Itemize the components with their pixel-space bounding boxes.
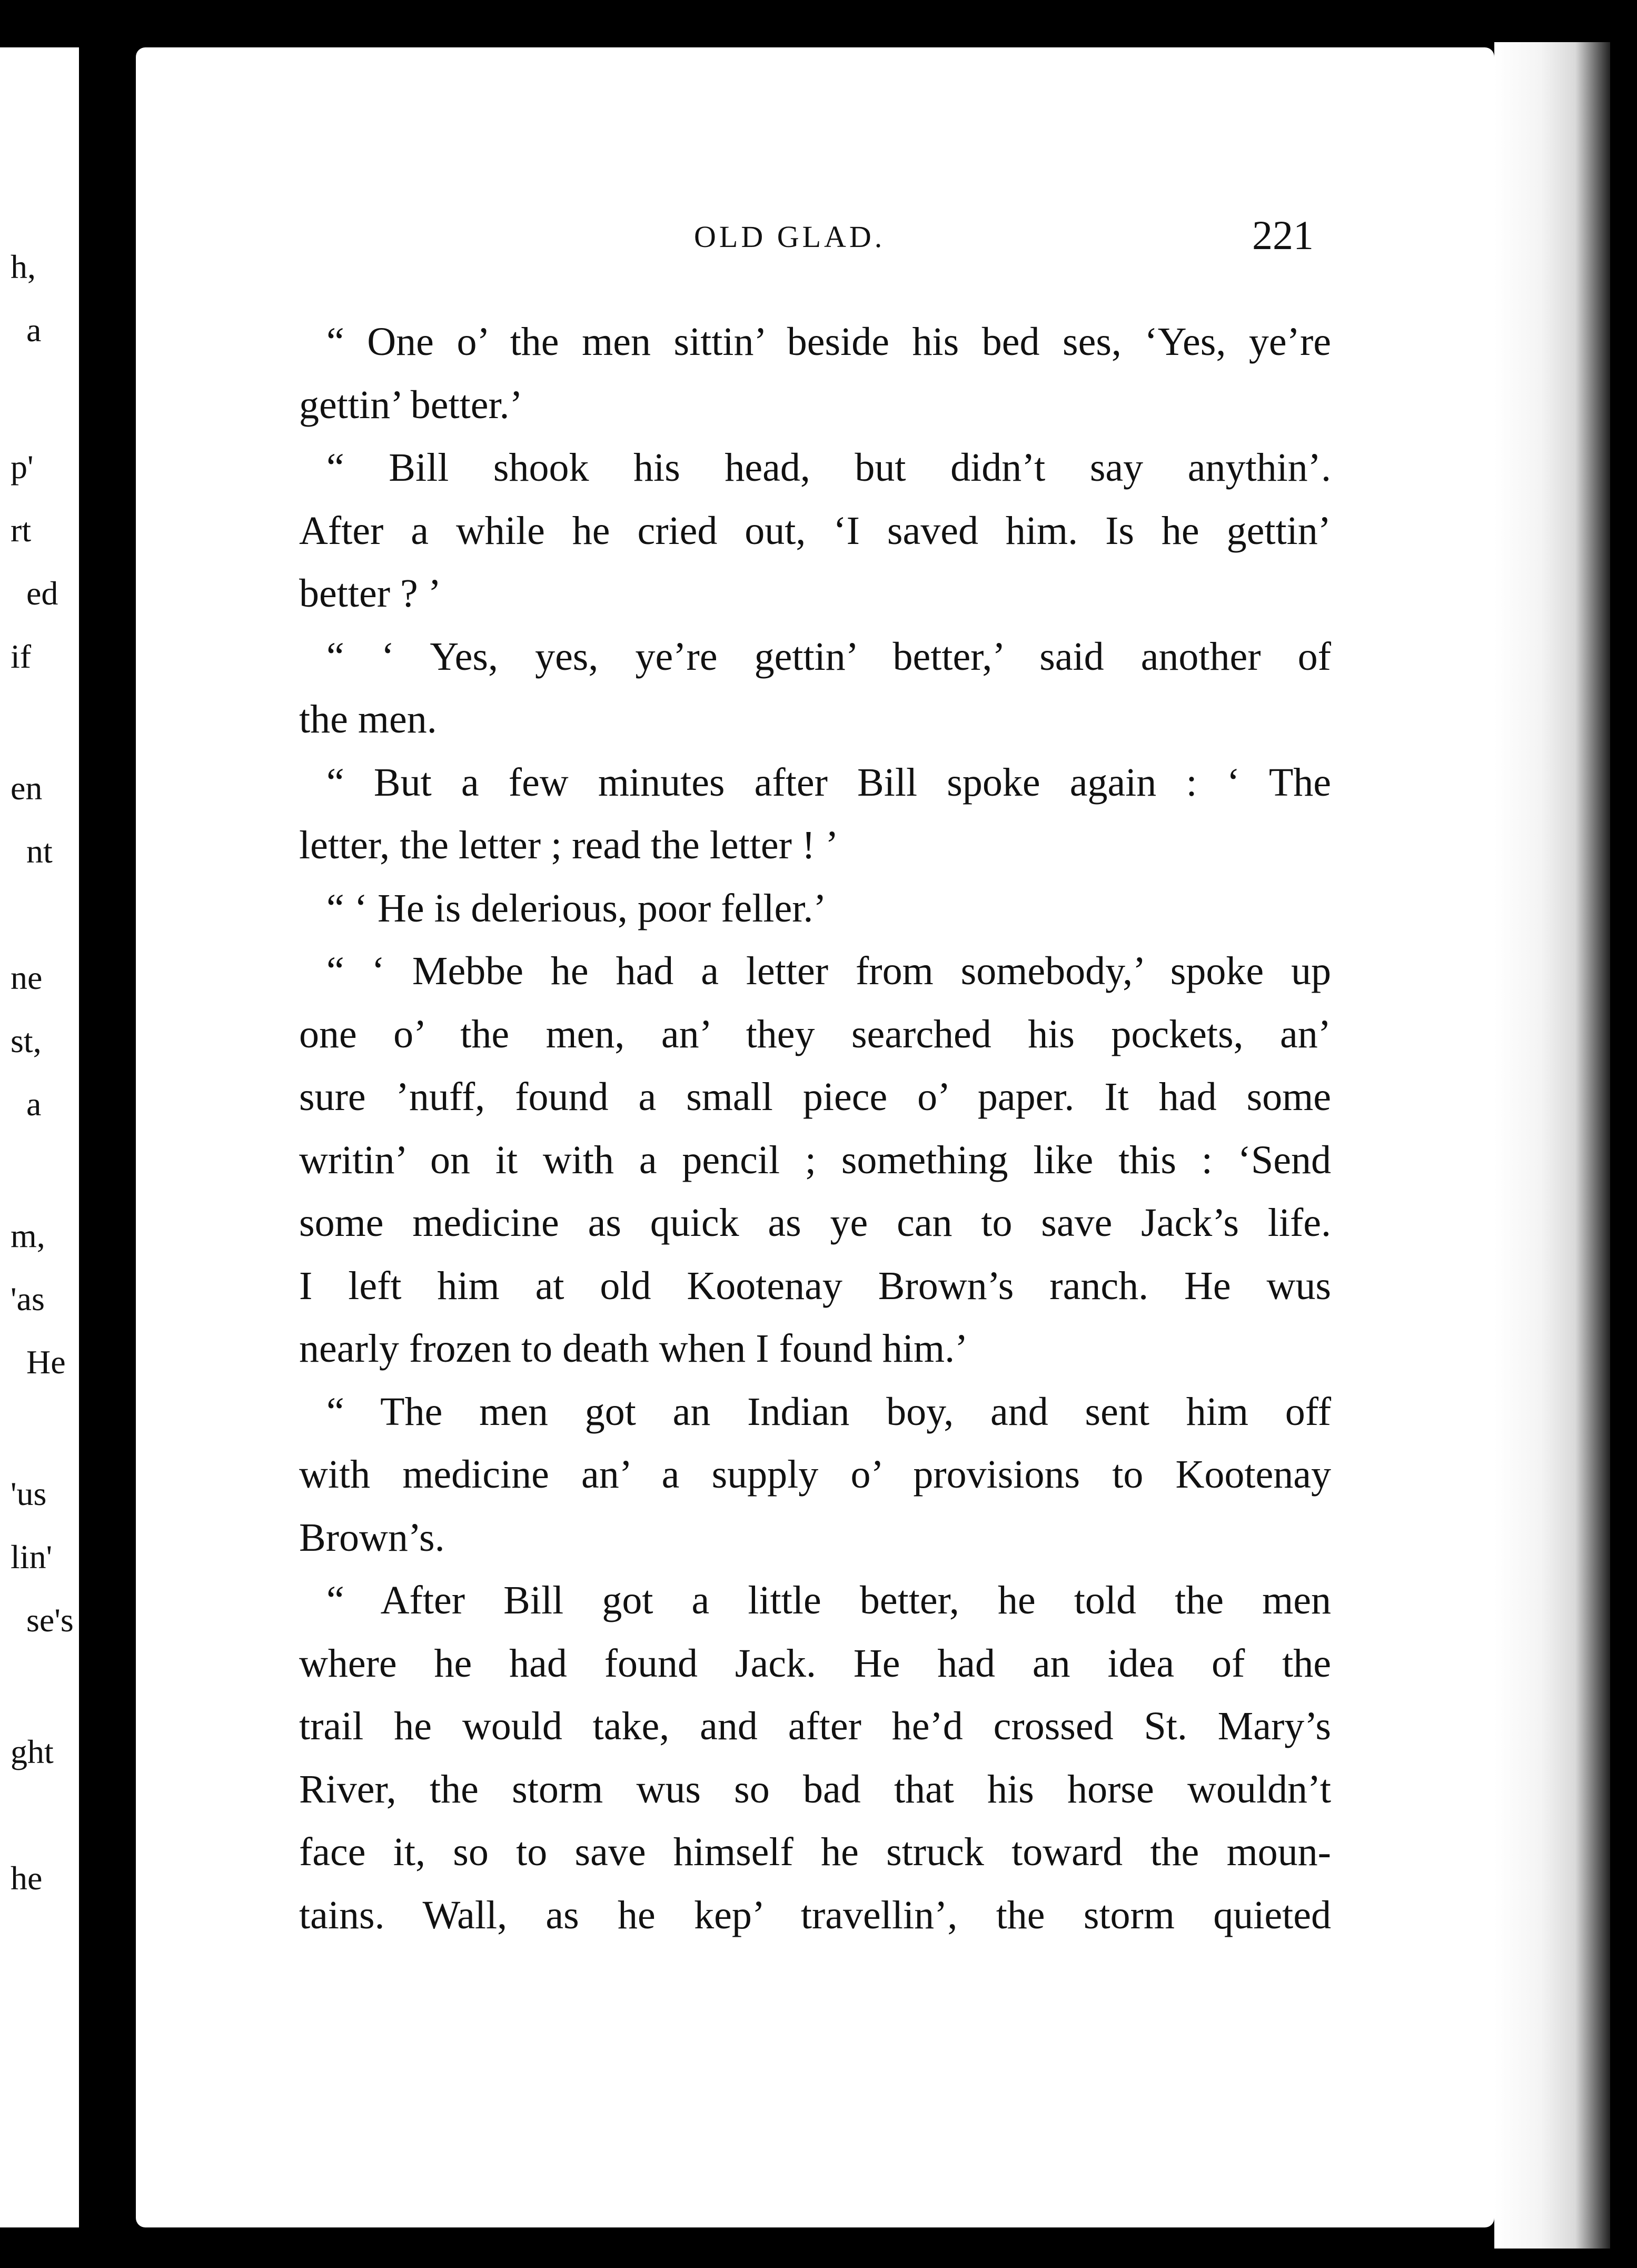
previous-page-fragment: h, [11,248,36,285]
text-line: where he had found Jack. He had an idea of the [299,1641,1331,1686]
text-line: sure ’nuff, found a small piece o’ paper. It had some [299,1075,1331,1119]
text-line: better ? ’ [299,571,442,616]
previous-page-fragment: a [26,1085,42,1123]
text-line: nearly frozen to death when I found him.’ [299,1326,968,1371]
text-line: some medicine as quick as ye can to save Jack’s life. [299,1201,1331,1245]
book-right-edge [1494,42,1610,2249]
text-line: River, the storm wus so bad that his horse wouldn’t [299,1767,1331,1811]
previous-page-fragment: ed [26,575,58,612]
previous-page-fragment: st, [11,1022,42,1059]
text-line: tains. Wall, as he kep’ travellin’, the storm quieted [299,1893,1331,1937]
text-line: “ ‘ Mebbe he had a letter from somebody,’ spoke up [326,949,1331,993]
text-line: “ ‘ Yes, yes, ye’re gettin’ better,’ said another of [326,634,1331,679]
previous-page-fragment: ne [11,959,43,996]
text-line: face it, so to save himself he struck toward the moun- [299,1830,1331,1874]
text-line: letter, the letter ; read the letter ! ’ [299,823,839,867]
text-line: I left him at old Kootenay Brown’s ranch. He wus [299,1263,1331,1308]
previous-page-fragment: 'as [11,1280,45,1318]
text-line: “ After Bill got a little better, he told the men [326,1578,1331,1622]
previous-page-fragment: nt [26,833,53,870]
previous-page-fragment: a [26,311,42,349]
text-line: “ ‘ He is delerious, poor feller.’ [326,886,827,930]
text-line: gettin’ better.’ [299,382,523,427]
text-line: “ The men got an Indian boy, and sent him off [326,1389,1331,1434]
previous-page-fragment: p' [11,448,34,486]
running-head: OLD GLAD. [694,220,886,254]
text-line: with medicine an’ a supply o’ provisions to Kootenay [299,1452,1331,1497]
text-line: the men. [299,697,437,741]
text-line: “ But a few minutes after Bill spoke again : ‘ The [326,760,1331,805]
previous-page-fragment: he [11,1859,43,1897]
previous-page-fragment: en [11,769,43,807]
text-line: After a while he cried out, ‘I saved him. Is he gettin’ [299,508,1331,553]
body-text [299,311,1331,1947]
text-line: “ Bill shook his head, but didn’t say anythin’. [326,445,1331,490]
text-line: trail he would take, and after he’d crossed St. Mary’s [299,1704,1331,1748]
text-line: “ One o’ the men sittin’ beside his bed ses, ‘Yes, ye’re [326,320,1331,364]
previous-page-fragment: He [26,1343,66,1381]
previous-page-fragment: rt [11,511,32,549]
text-line: writin’ on it with a pencil ; something like this : ‘Send [299,1137,1331,1182]
previous-page-fragment: ght [11,1733,54,1770]
previous-page-fragment: m, [11,1217,45,1254]
previous-page-fragment: se's [26,1601,74,1639]
previous-page-fragment: lin' [11,1538,53,1576]
text-line: one o’ the men, an’ they searched his pockets, an’ [299,1012,1331,1056]
previous-page-edge [0,47,86,2227]
text-line: Brown’s. [299,1515,445,1560]
previous-page-fragment: 'us [11,1475,47,1512]
book-page [136,47,1494,2227]
previous-page-fragment: if [11,638,32,675]
page-number: 221 [1252,212,1314,258]
